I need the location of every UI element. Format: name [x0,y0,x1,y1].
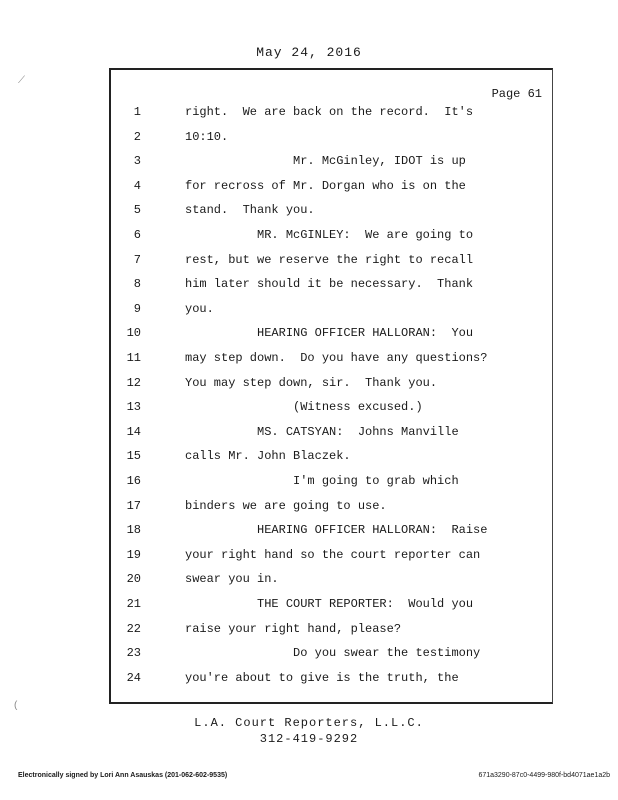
line-text: stand. Thank you. [185,203,315,218]
line-number: 18 [126,523,141,538]
line-number: 24 [126,670,141,685]
scan-mark: ⟋ [18,75,25,86]
line-text: (Witness excused.) [185,400,423,415]
line-text: you. [185,301,214,316]
document-id: 671a3290-87c0-4499-980f-bd4071ae1a2b [478,772,610,779]
line-text: him later should it be necessary. Thank [185,277,474,292]
line-text: 10:10. [185,129,229,144]
transcript-line [111,277,552,301]
transcript-line [111,351,552,375]
page-number: Page 61 [491,87,542,101]
line-number: 2 [133,129,141,144]
line-number: 4 [133,178,141,193]
line-number: 23 [126,646,141,661]
line-number: 20 [126,572,141,587]
line-text: for recross of Mr. Dorgan who is on the [185,178,466,193]
line-text: right. We are back on the record. It's [185,105,474,119]
line-number: 14 [126,424,141,439]
transcript-line [111,671,552,695]
transcript-line [111,228,552,252]
line-text: swear you in. [185,572,279,587]
transcript-line [111,474,552,498]
line-text: MR. McGINLEY: We are going to [185,228,474,242]
transcript-line [111,130,552,154]
electronic-signature: Electronically signed by Lori Ann Asauskas (201-062-602-9535) [18,772,228,779]
line-text: Mr. McGinley, IDOT is up [185,154,466,169]
line-number: 10 [126,326,141,341]
line-number: 5 [133,203,141,218]
line-number: 13 [126,400,141,415]
line-text: HEARING OFFICER HALLORAN: Raise [185,523,488,538]
line-number: 6 [133,228,141,242]
transcript-line [111,203,552,227]
line-text: Do you swear the testimony [185,646,481,661]
transcript-line [111,154,552,178]
transcript-line [111,597,552,621]
line-text: I'm going to grab which [185,474,459,488]
line-number: 17 [126,498,141,513]
scan-mark: ( [14,700,18,711]
transcript-page-frame [109,68,553,704]
line-text: rest, but we reserve the right to recall [185,252,474,267]
transcript-line [111,253,552,277]
transcript-line [111,499,552,523]
line-number: 15 [126,449,141,464]
transcript-line [111,523,552,547]
line-number: 8 [133,277,141,292]
transcript-line [111,326,552,350]
line-text: you're about to give is the truth, the [185,670,459,685]
line-number: 3 [133,154,141,169]
transcript-line [111,302,552,326]
transcript-line [111,425,552,449]
line-text: calls Mr. John Blaczek. [185,449,351,464]
line-text: raise your right hand, please? [185,621,402,636]
line-number: 19 [126,547,141,562]
transcript-line [111,548,552,572]
transcript-line [111,376,552,400]
line-text: You may step down, sir. Thank you. [185,375,438,390]
line-number: 11 [126,351,141,365]
line-number: 1 [133,105,141,119]
transcript-date: May 24, 2016 [256,45,362,60]
line-text: binders we are going to use. [185,498,387,513]
transcript-line [111,105,552,129]
line-text: MS. CATSYAN: Johns Manville [185,424,459,439]
line-number: 21 [126,597,141,611]
line-number: 7 [133,252,141,267]
line-text: HEARING OFFICER HALLORAN: You [185,326,474,341]
line-number: 16 [126,474,141,488]
line-number: 22 [126,621,141,636]
transcript-line [111,449,552,473]
transcript-line [111,646,552,670]
transcript-line [111,572,552,596]
line-number: 9 [133,301,141,316]
transcript-line [111,179,552,203]
line-text: may step down. Do you have any questions? [185,351,488,365]
line-text: THE COURT REPORTER: Would you [185,597,474,611]
transcript-line [111,400,552,424]
court-reporter-company: L.A. Court Reporters, L.L.C. [194,716,424,730]
line-text: your right hand so the court reporter can [185,547,481,562]
transcript-line [111,622,552,646]
court-reporter-phone: 312-419-9292 [259,732,359,746]
line-number: 12 [126,375,141,390]
